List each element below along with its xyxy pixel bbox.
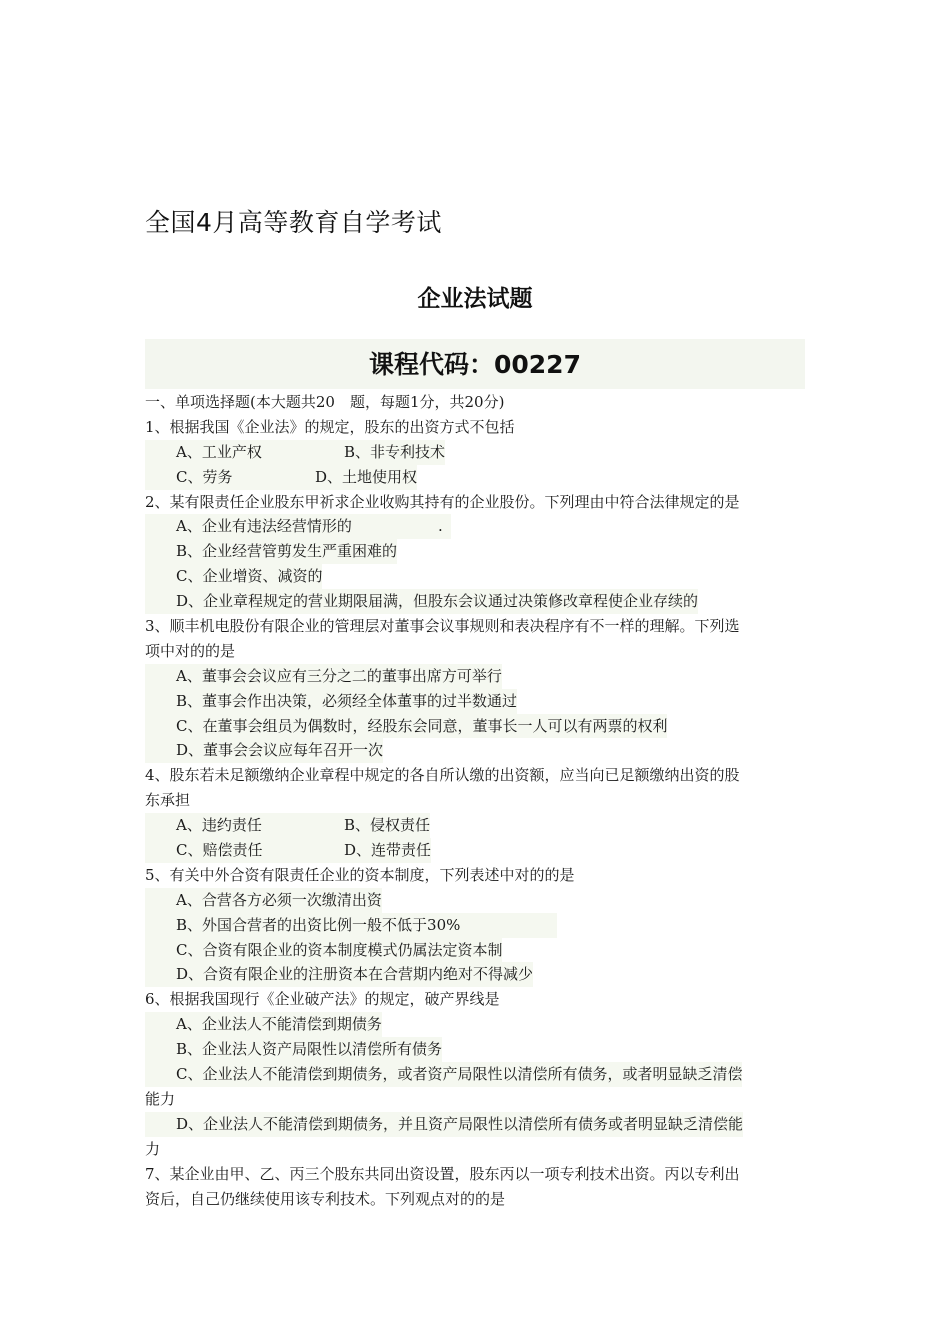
option-b: B、董事会作出决策，必须经全体董事的过半数通过 [145,689,517,714]
option-c: C、在董事会组员为偶数时，经股东会同意，董事长一人可以有两票的权利 [145,714,667,739]
option-c: C、企业法人不能清偿到期债务，或者资产局限性以清偿所有债务，或者明显缺乏清偿 [145,1062,742,1087]
option-cont: 力 [145,1139,161,1158]
option-row [145,1037,807,1062]
option-suffix: . [438,517,443,536]
option-row [145,440,807,465]
option-row [145,714,807,739]
option-row [145,664,807,689]
option-row [145,1012,807,1037]
subject-title: 企业法试题 [417,286,533,312]
question-stem: 1、根据我国《企业法》的规定，股东的出资方式不包括 [145,417,515,436]
option-row [145,539,807,564]
question-stem: 2、某有限责任企业股东甲祈求企业收购其持有的企业股份。下列理由中符合法律规定的是 [145,492,740,511]
option-row [145,465,807,490]
exam-title: 全国4月高等教育自学考试 [145,208,442,237]
option-b: B、侵权责任 [344,816,431,835]
section-heading: 一、单项选择题(本大题共20 题，每题1分，共20分) [145,393,505,411]
question-stem-cont: 资后，自己仍继续使用该专利技术。下列观点对的的是 [145,1189,506,1208]
option-row [145,913,807,938]
option-b: B、外国合营者的出资比例一般不低于30% [145,913,557,938]
option-a: A、企业法人不能清偿到期债务 [145,1012,382,1037]
option-b: B、企业法人资产局限性以清偿所有债务 [145,1037,442,1062]
option-row [145,738,807,763]
option-row [145,838,807,863]
question-stem: 5、有关中外合资有限责任企业的资本制度，下列表述中对的的是 [145,865,575,884]
option-a: A、合营各方必须一次缴清出资 [145,888,382,913]
option-c: C、劳务 [176,467,233,486]
option-d: D、连带责任 [344,841,432,860]
option-c: C、赔偿责任 [176,841,263,860]
option-d: D、董事会会议应每年召开一次 [145,738,383,763]
option-row [145,689,807,714]
option-d: D、合资有限企业的注册资本在合营期内绝对不得减少 [145,962,533,987]
option-d: D、企业法人不能清偿到期债务，并且资产局限性以清偿所有债务或者明显缺乏清偿能 [145,1112,743,1137]
option-row [145,514,807,539]
question-stem: 7、某企业由甲、乙、丙三个股东共同出资设置，股东丙以一项专利技术出资。丙以专利出 [145,1164,740,1183]
option-row [145,938,807,963]
option-a: A、企业有违法经营情形的 [176,517,352,536]
option-a: A、董事会会议应有三分之二的董事出席方可举行 [145,664,502,689]
question-stem-cont: 项中对的的是 [145,641,236,660]
option-a: A、工业产权 [176,442,262,461]
option-row [145,589,807,614]
question-stem-cont: 东承担 [145,791,191,810]
option-a: A、违约责任 [176,816,262,835]
option-b: B、非专利技术 [344,442,446,461]
option-b: B、企业经营管剪发生严重困难的 [145,539,397,564]
option-d: D、土地使用权 [315,467,418,486]
option-row [145,813,807,838]
option-row [145,564,807,589]
option-c: C、合资有限企业的资本制度模式仍属法定资本制 [145,938,502,963]
option-cont: 能力 [145,1089,176,1108]
question-stem: 6、根据我国现行《企业破产法》的规定，破产界线是 [145,990,500,1009]
option-row [145,1112,807,1137]
course-code: 课程代码：00227 [145,339,805,389]
option-d: D、企业章程规定的营业期限届满，但股东会议通过决策修改章程使企业存续的 [145,589,698,614]
question-stem: 4、股东若未足额缴纳企业章程中规定的各自所认缴的出资额，应当向已足额缴纳出资的股 [145,766,740,785]
option-c: C、企业增资、减资的 [145,564,322,589]
question-body [145,390,807,1211]
option-row [145,888,807,913]
option-row [145,1062,807,1087]
question-stem: 3、顺丰机电股份有限企业的管理层对董事会议事规则和表决程序有不一样的理解。下列选 [145,617,740,636]
option-row [145,962,807,987]
